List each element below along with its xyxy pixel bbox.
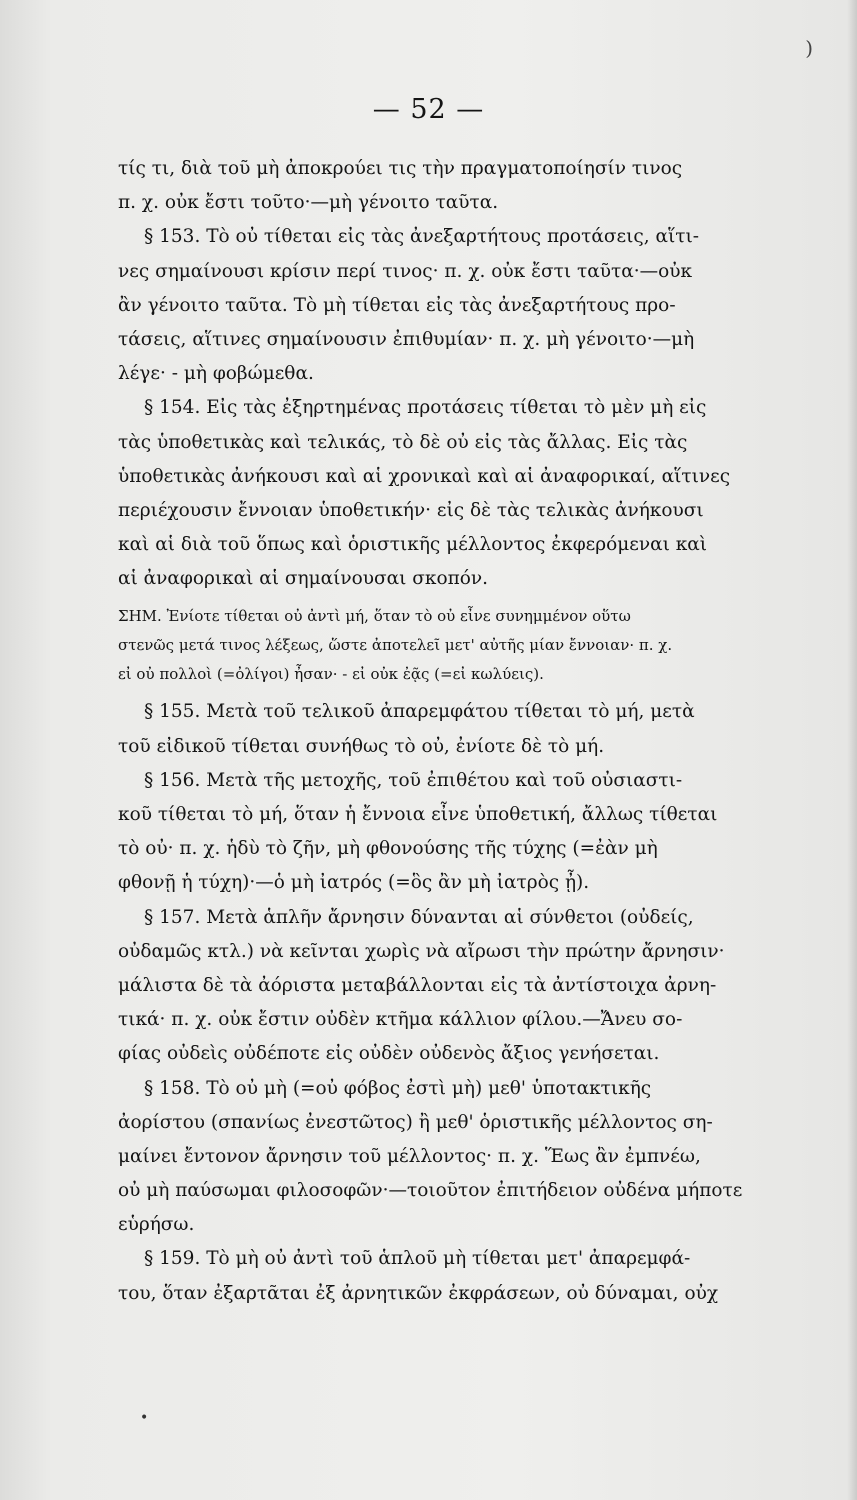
text-line: π. χ. οὐκ ἔστι τοῦτο·—μὴ γένοιτο ταῦτα. bbox=[118, 192, 499, 214]
text-line: εὑρήσω. bbox=[118, 1214, 195, 1236]
text-line: οὐ μὴ παύσωμαι φιλοσοφῶν·—τοιοῦτον ἐπιτήδειον οὐδένα μήποτε bbox=[118, 1180, 743, 1202]
text-line: § 158. Τὸ οὐ μὴ (=οὐ φόβος ἐστὶ μὴ) μεθ' ὑποτακτικῆς bbox=[144, 1077, 652, 1099]
text-block-bottom bbox=[118, 695, 853, 1310]
text-line: εἰ οὐ πολλοὶ (=ὀλίγοι) ἦσαν· - εἰ οὐκ ἐᾷς (=εἰ κωλύεις). bbox=[118, 665, 544, 684]
text-line: κοῦ τίθεται τὸ μή, ὅταν ἡ ἔννοια εἶνε ὑποθετική, ἄλλως τίθεται bbox=[118, 804, 718, 825]
text-line: λέγε· - μὴ φοβώμεθα. bbox=[118, 363, 314, 385]
text-line: τάσεις, αἵτινες σημαίνουσιν ἐπιθυμίαν· π. χ. μὴ γένοιτο·—μὴ bbox=[118, 328, 695, 350]
text-line: § 154. Εἰς τὰς ἐξηρτημένας προτάσεις τίθεται τὸ μὲν μὴ εἰς bbox=[144, 397, 707, 419]
text-line: § 157. Μετὰ ἁπλῆν ἄρνησιν δύνανται αἱ σύνθετοι (οὐδείς, bbox=[144, 906, 694, 928]
text-line: αἱ ἀναφορικαὶ αἱ σημαίνουσαι σκοπόν. bbox=[118, 568, 489, 590]
text-line: ὑποθετικὰς ἀνήκουσι καὶ αἱ χρονικαὶ καὶ αἱ ἀναφορικαί, αἵτινες bbox=[118, 465, 731, 487]
text-line: ἂν γένοιτο ταῦτα. Τὸ μὴ τίθεται εἰς τὰς ἀνεξαρτήτους προ- bbox=[118, 294, 676, 316]
text-line: καὶ αἱ διὰ τοῦ ὅπως καὶ ὁριστικῆς μέλλοντος ἐκφερόμεναι καὶ bbox=[118, 534, 708, 556]
text-line: τοῦ εἰδικοῦ τίθεται συνήθως τὸ οὐ, ἐνίοτε δὲ τὸ μή. bbox=[118, 735, 605, 757]
text-line: φθονῇ ἡ τύχη)·—ὁ μὴ ἰατρός (=ὃς ἂν μὴ ἰατρὸς ᾖ). bbox=[118, 872, 590, 894]
text-line: οὐδαμῶς κτλ.) νὰ κεῖνται χωρὶς νὰ αἴρωσι τὴν πρώτην ἄρνησιν· bbox=[118, 940, 725, 962]
corner-mark: ) bbox=[805, 36, 813, 60]
text-line: ΣΗΜ. Ἐνίοτε τίθεται οὐ ἀντὶ μή, ὅταν τὸ οὐ εἶνε συνημμένον οὕτω bbox=[118, 607, 631, 626]
text-line: § 153. Τὸ οὐ τίθεται εἰς τὰς ἀνεξαρτήτους προτάσεις, αἵτι- bbox=[144, 226, 699, 248]
text-line: νες σημαίνουσι κρίσιν περί τινος· π. χ. οὐκ ἔστι ταῦτα·—οὐκ bbox=[118, 260, 693, 282]
bottom-mark: • bbox=[140, 1410, 149, 1426]
text-line: τὰς ὑποθετικὰς καὶ τελικάς, τὸ δὲ οὐ εἰς τὰς ἄλλας. Εἰς τὰς bbox=[118, 431, 688, 453]
text-line: ἀορίστου (σπανίως ἐνεστῶτος) ἢ μεθ' ὁριστικῆς μέλλοντος ση- bbox=[118, 1111, 713, 1133]
text-line: § 155. Μετὰ τοῦ τελικοῦ ἀπαρεμφάτου τίθεται τὸ μή, μετὰ bbox=[144, 701, 695, 723]
text-block-top bbox=[118, 152, 853, 596]
text-line: τίς τι, διὰ τοῦ μὴ ἀποκρούει τις τὴν πραγματοποίησίν τινος bbox=[118, 158, 683, 179]
page-body bbox=[118, 152, 853, 1311]
text-line: § 159. Τὸ μὴ οὐ ἀντὶ τοῦ ἁπλοῦ μὴ τίθεται μετ' ἀπαρεμφά- bbox=[144, 1248, 691, 1270]
note-block bbox=[118, 602, 853, 689]
text-line: στενῶς μετά τινος λέξεως, ὥστε ἀποτελεῖ μετ' αὐτῆς μίαν ἔννοιαν· π. χ. bbox=[118, 636, 673, 655]
page-number: — 52 — bbox=[372, 94, 485, 125]
text-line: περιέχουσιν ἔννοιαν ὑποθετικήν· εἰς δὲ τὰς τελικὰς ἀνήκουσι bbox=[118, 499, 704, 521]
text-line: μάλιστα δὲ τὰ ἀόριστα μεταβάλλονται εἰς τὰ ἀντίστοιχα ἀρνη- bbox=[118, 974, 717, 996]
text-line: τικά· π. χ. οὐκ ἔστιν οὐδὲν κτῆμα κάλλιον φίλου.—Ἄνευ σο- bbox=[118, 1009, 683, 1031]
text-line: φίας οὐδεὶς οὐδέποτε εἰς οὐδὲν οὐδενὸς ἄξιος γενήσεται. bbox=[118, 1043, 660, 1065]
text-line: τὸ οὐ· π. χ. ἡδὺ τὸ ζῆν, μὴ φθονούσης τῆς τύχης (=ἐὰν μὴ bbox=[118, 838, 658, 860]
text-line: του, ὅταν ἐξαρτᾶται ἐξ ἀρνητικῶν ἐκφράσεων, οὐ δύναμαι, οὐχ bbox=[118, 1282, 719, 1304]
text-line: § 156. Μετὰ τῆς μετοχῆς, τοῦ ἐπιθέτου καὶ τοῦ οὐσιαστι- bbox=[144, 769, 683, 791]
text-line: μαίνει ἔντονον ἄρνησιν τοῦ μέλλοντος· π. χ. Ἕως ἂν ἐμπνέω, bbox=[118, 1145, 701, 1167]
